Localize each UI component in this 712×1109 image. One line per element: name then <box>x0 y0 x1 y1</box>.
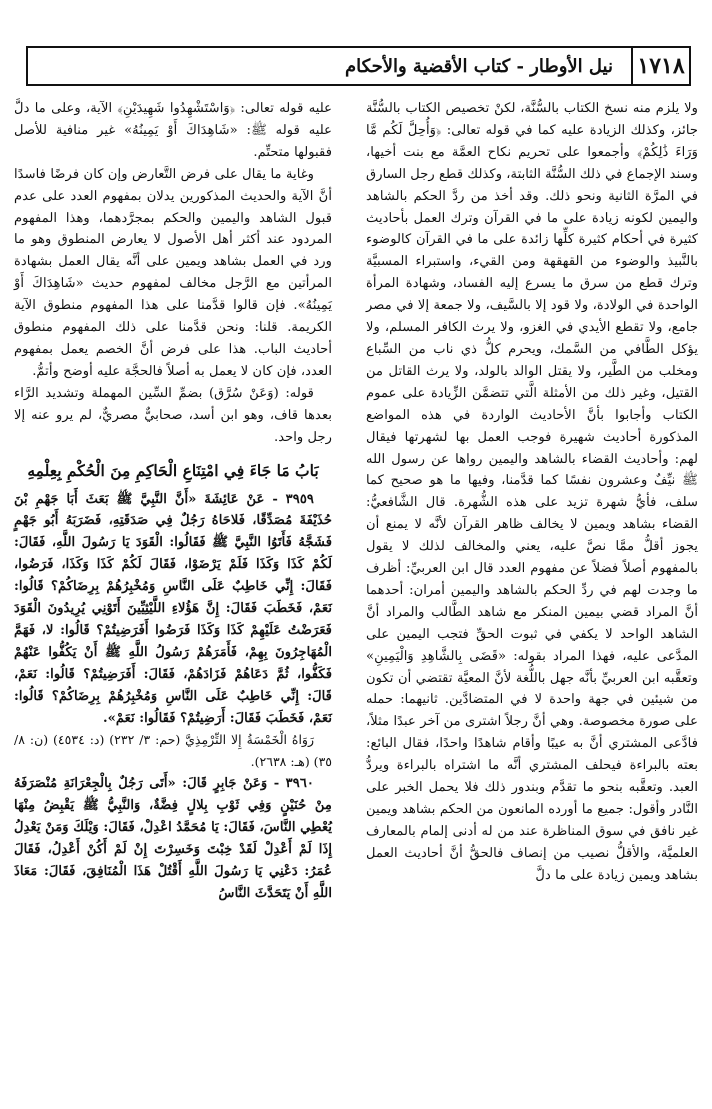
paragraph-commentary: قوله: (وَعَنْ سُرَّق) بضمِّ السِّين المهملة وتشديد الرَّاء بعدها قاف، وهو ابن أسد، صحابيٌّ مصريٌّ، لم يرو عنه إلا رجل واحد. <box>14 385 332 445</box>
hadith-3960: ٣٩٦٠ - وَعَنْ جَابِرٍ قَالَ: «أَتَى رَجُلٌ بِالْجِعْرَانَةِ مُنْصَرَفَهُ مِنْ حُنَيْنٍ وَفِي ثَوْبِ بِلالٍ فِضَّةٌ، وَالنَّبِيُّ ﷺ يَقْبِضُ مِنْهَا يُعْطِي النَّاسَ، فَقَالَ: يَا مُحَمَّدُ اعْدِلْ، فَقَالَ: وَيْلَكَ وَمَنْ يَعْدِلُ إِذَا لَمْ أَعْدِلْ لَقَدْ خِبْتَ وَخَسِرْتَ إِنْ لَمْ أَكُنْ أَعْدِلُ، فَقَالَ عُمَرُ: دَعْنِي يَا رَسُولَ اللَّهِ أَقْتُلْ هَذَا الْمُنَافِقَ، فَقَالَ: مَعَاذَ اللَّهِ أَنْ يَتَحَدَّثَ النَّاسُ <box>14 776 332 901</box>
paragraph-continuation: عليه قوله تعالى: ﴿وَاسْتَشْهِدُوا شَهِيدَيْنِ﴾ الآية، وعلى ما دلَّ عليه قوله ﷺ: «شَاهِدَاكَ أَوْ يَمِينُهُ» غير منافية للأصل فقبولها متحتِّم. <box>14 101 332 160</box>
right-column <box>366 98 698 887</box>
left-column <box>14 98 332 905</box>
running-title: نيل الأوطار - كتاب الأقضية والأحكام <box>345 55 613 77</box>
hadith-3959: ٣٩٥٩ - عَنْ عَائِشَةَ «أَنَّ النَّبِيَّ ﷺ بَعَثَ أَبَا جَهْمِ بْنَ حُذَيْفَةَ مُصَدِّقًا، فَلاحَاهُ رَجُلٌ فِي صَدَقَتِهِ، فَضَرَبَهُ أَبُو جَهْمٍ فَشَجَّهُ فَأَتَوُا النَّبِيَّ ﷺ فَقَالُوا: الْقَوَدَ يَا رَسُولَ اللَّهِ، فَقَالَ: لَكُمْ كَذَا وَكَذَا فَلَمْ يَرْضَوْا، فَقَالَ لَكُمْ كَذَا وَكَذَا، فَرَضُوا، فَقَالَ: إِنِّي خَاطِبٌ عَلَى النَّاسِ وَمُخْبِرُهُمْ بِرِضَاكُمْ؟ قَالُوا: نَعَمْ، فَخَطَبَ فَقَالَ: إِنَّ هَؤُلاءِ اللَّيْثِيِّينَ أَتَوْنِي يُرِيدُونَ الْقَوَدَ فَعَرَضْتُ عَلَيْهِمْ كَذَا وَكَذَا فَرَضُوا أَفَرَضِيتُمْ؟ قَالُوا: لا، فَهَمَّ الْمُهَاجِرُونَ بِهِمْ، فَأَمَرَهُمْ رَسُولُ اللَّهِ ﷺ أَنْ يَكُفُّوا عَنْهُمْ فَكَفُّوا، ثُمَّ دَعَاهُمْ فَزَادَهُمْ، فَقَالَ: أَفَرَضِيتُمْ؟ قَالُوا: نَعَمْ، قَالَ: إِنِّي خَاطِبٌ عَلَى النَّاسِ وَمُخْبِرُهُمْ بِرِضَاكُمْ؟ قَالُوا: نَعَمْ، فَخَطَبَ فَقَالَ: أَرَضِيتُمْ؟ فَقَالُوا: نَعَمْ». <box>14 491 332 726</box>
paragraph-contradiction: وغاية ما يقال على فرض التَّعارض وإن كان فرضًا فاسدًا أنَّ الآية والحديث المذكورين يدلان بمفهوم العدد على عدم قبول الشاهد واليمين والحكم بمجرَّدهما، وهذا المفهوم المردود عند أكثر أهل الأصول لا يعارض المنطوق وهو ما ورد في العمل بشاهد ويمين على أنَّه يقال العمل بشهادة المرأتين مع الرَّجل مخالف لمفهوم حديث «شَاهِدَاكَ أَوْ يَمِينُهُ». فإن قالوا قدَّمنا على هذا المفهوم منطوق الآية الكريمة. قلنا: ونحن قدَّمنا على ذلك المفهوم منطوق أحاديث الباب. هذا على فرض أنَّ الخصم يعمل بمفهوم العدد، فإن كان لا يعمل به أصلاً فالحجَّة عليه أوضح وأتمُّ. <box>14 166 332 379</box>
chapter-heading: بَابُ مَا جَاءَ فِي امْتِنَاعِ الْحَاكِمِ مِنَ الْحُكْمِ بِعِلْمِهِ <box>27 460 319 480</box>
page-header <box>26 46 691 86</box>
right-column-text: ولا يلزم منه نسخ الكتاب بالسُّنَّة، لكنْ تخصيص الكتاب بالسُّنَّة جائز، وكذلك الزيادة عليه كما في قوله تعالى: ﴿وَأُحِلَّ لَكُم مَّا وَرَاءَ ذَٰلِكُمْ﴾ وأجمعوا على تحريم نكاح العمَّة مع بنت أخيها، وسند الإجماع في ذلك السُّنَّة الثابتة، وكذلك قطع رجل السارق في المرَّة الثانية ونحو ذلك. وقد أخذ من ردَّ الحكم بالشاهد واليمين لكونه زيادة على ما في القرآن وترك العمل بأحاديث كثيرة في أحكام كثيرة كلِّها زائدة على ما في القرآن كالوضوء بالنَّبيذ والوضوء من القهقهة ومن القيء، واستبراء المسبيَّة وترك قطع من سرق ما يسرع إليه الفساد، وشهادة المرأة الواحدة في الولادة، ولا قود إلا بالسَّيف، ولا جمعة إلا في مصر جامع، ولا تقطع الأيدي في الغزو، ولا يرث الكافر المسلم، ولا يؤكل الطَّافي من السَّمك، ويحرم كلُّ ذي ناب من السِّباع ومخلب من الطَّير، ولا يقتل الوالد بالولد، ولا يرث القاتل من القتيل، وغير ذلك من الأمثلة الَّتي تتضمَّن الزِّيادة على عموم الكتاب وأجابوا بأنَّ الأحاديث الواردة في هذه المواضع المذكورة أحاديث شهيرة فوجب العمل بها لشهرتها فيقال لهم: وأحاديث القضاء بالشاهد واليمين رواها عن رسول الله ﷺ نيِّفٌ وعشرون نفسًا كما قدَّمنا، وفيها ما هو صحيح كما سلف، فأيُّ شهرة تزيد على هذه الشُّهرة. قال الشَّافعيُّ: القضاء بشاهد ويمين لا يخالف ظاهر القرآن لأنَّه لا يمنع أن يجوز أقلُّ ممَّا نصَّ عليه، يعني والمخالف لذلك لا يقول بالمفهوم أصلاً فضلاً عن مفهوم العدد قال ابن العربيِّ: أظرف ما وجدت لهم في ردِّ الحكم بالشاهد واليمين أمران: أحدهما أنَّ المراد قضي بيمين المنكر مع شاهد الطَّالب والمراد أنَّ الشاهد الواحد لا يكفي في ثبوت الحقِّ فتجب اليمين على المدَّعى عليه، فهذا المراد بقوله: «قَضَى بِالشَّاهِدِ وَالْيَمِينِ» وتعقَّبه ابن العربيِّ بأنَّه جهل باللُّغة لأنَّ المعيَّة تقتضي أن تكون من شيئين في جهة واحدة لا في المتضادَّين. ثانيهما: حمله على صورة مخصوصة. وهي أنَّ رجلاً اشترى من آخر عبدًا مثلاً، فادَّعى المشتري أنَّ به عيبًا وأقام شاهدًا واحدًا، فقال البائع: بعته بالبراءة فيحلف المشتري أنَّه ما اشتراه بالبراءة ويردُّ العبد. وتعقَّبه بنحو ما تقدَّم وبندور ذلك فلا يحمل الخبر على النَّادر وأقول: جميع ما أورده المانعون من الحكم بشاهد ويمين غير نافق في سوق المناظرة عند من له أدنى إلمام بالمعارف العلميَّة، والأقلُّ نصيب من إنصاف فالحقُّ أنَّ أحاديث العمل بشاهد ويمين زيادة على ما دلَّ <box>366 101 698 883</box>
hadith-3959-reference: رَوَاهُ الْخَمْسَةُ إِلا التِّرْمِذِيَّ (حم: ٣/ ٢٣٢) (د: ٤٥٣٤) (ن: ٨/ ٣٥) (هـ: ٢٦٣٨). <box>14 732 332 770</box>
page-number: ١٧١٨ <box>631 48 689 84</box>
